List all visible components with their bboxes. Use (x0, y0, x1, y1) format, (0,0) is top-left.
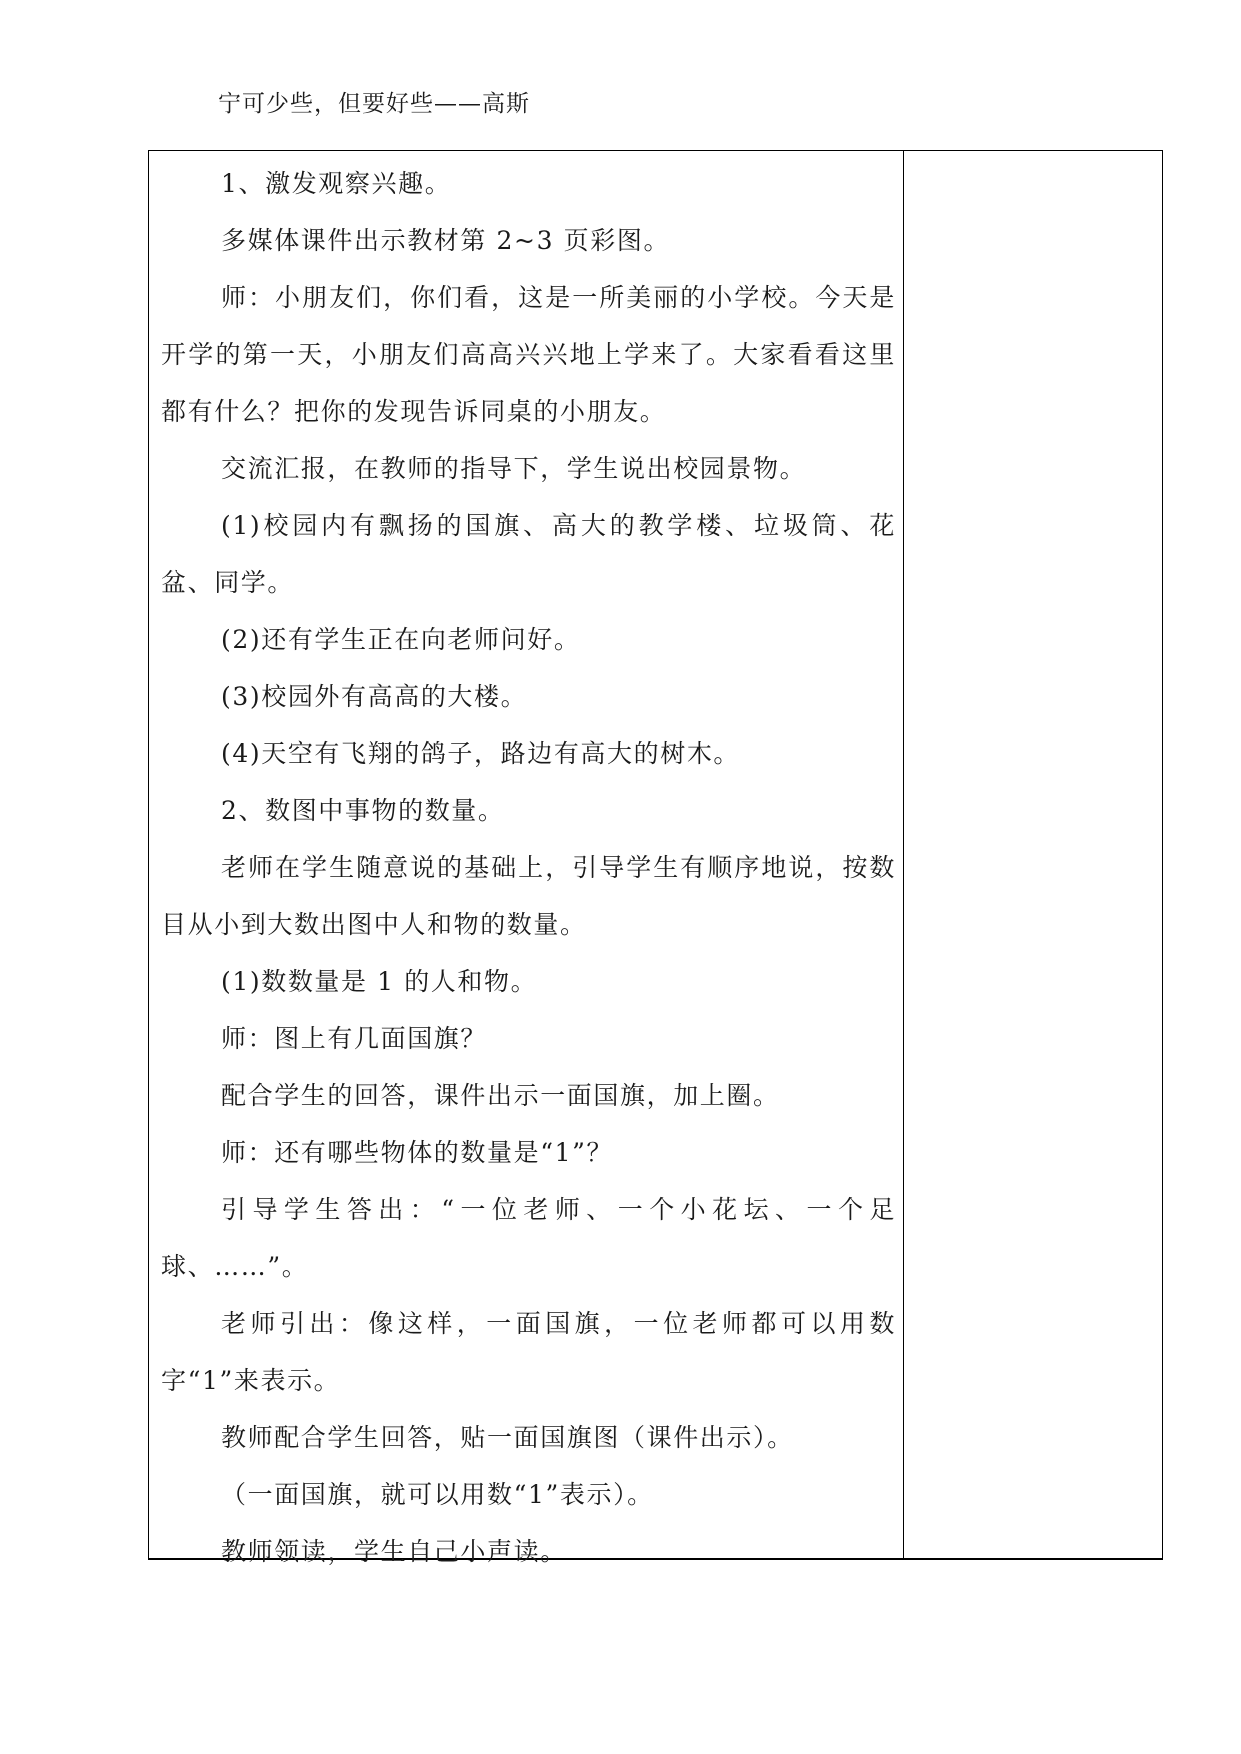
lesson-content-cell (161, 155, 896, 1580)
paragraph: 2、数图中事物的数量。 (221, 796, 505, 825)
paragraph: 老师在学生随意说的基础上，引导学生有顺序地说，按数目从小到大数出图中人和物的数量。 (161, 853, 896, 939)
paragraph: 师：小朋友们，你们看，这是一所美丽的小学校。今天是开学的第一天，小朋友们高高兴兴地上学来了。大家看看这里都有什么？把你的发现告诉同桌的小朋友。 (161, 283, 896, 426)
paragraph: 多媒体课件出示教材第 2~3 页彩图。 (221, 226, 671, 255)
paragraph: 1、激发观察兴趣。 (221, 169, 452, 198)
lesson-table (148, 150, 1163, 1566)
paragraph: (2)还有学生正在向老师问好。 (221, 625, 581, 654)
paragraph: (1)数数量是 1 的人和物。 (221, 967, 538, 996)
paragraph: 师：还有哪些物体的数量是“1”？ (221, 1138, 614, 1167)
paragraph: 教师领读，学生自己小声读。 (221, 1537, 567, 1566)
paragraph: 交流汇报，在教师的指导下，学生说出校园景物。 (221, 454, 807, 483)
paragraph: 教师配合学生回答，贴一面国旗图（课件出示）。 (221, 1423, 794, 1452)
paragraph: （一面国旗，就可以用数“1”表示）。 (221, 1480, 654, 1509)
paragraph: 引导学生答出：“一位老师、一个小花坛、一个足球、……”。 (161, 1195, 896, 1281)
header-quote: 宁可少些，但要好些——高斯 (218, 91, 530, 117)
notes-cell (906, 151, 1162, 1558)
paragraph: 师：图上有几面国旗？ (221, 1024, 488, 1053)
paragraph: 配合学生的回答，课件出示一面国旗，加上圈。 (221, 1081, 780, 1110)
column-divider (903, 151, 904, 1558)
paragraph: (1)校园内有飘扬的国旗、高大的教学楼、垃圾筒、花盆、同学。 (161, 511, 896, 597)
paragraph: 老师引出：像这样，一面国旗，一位老师都可以用数字“1”来表示。 (161, 1309, 896, 1395)
paragraph: (4)天空有飞翔的鸽子，路边有高大的树木。 (221, 739, 741, 768)
paragraph: (3)校园外有高高的大楼。 (221, 682, 528, 711)
